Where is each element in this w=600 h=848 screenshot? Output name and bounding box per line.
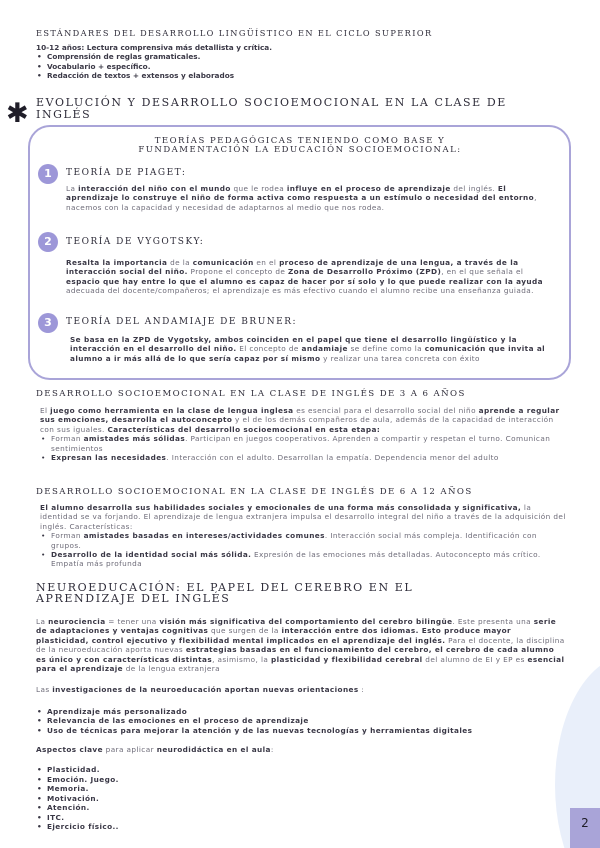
s36-run: Forman (51, 434, 84, 444)
socioemotional-3-6-title: DESARROLLO SOCIOEMOCIONAL EN LA CLASE DE INGLÉS DE 3 A 6 AÑOS (36, 389, 466, 399)
neuro-run: : (358, 685, 365, 695)
neuro-run: interacción entre dos idiomas. Esto produce mayor plasticidad, control ejecutivo y flexibilidad mental implicados en el aprendizaje del inglés. (36, 626, 512, 645)
neuroeducation-paragraph (36, 617, 566, 673)
neuro-run: del alumno de EI y EP es (422, 654, 528, 664)
socioemotional-6-12-list (40, 531, 566, 569)
s36-run: Características del desarrollo socioemocional en esta etapa: (107, 424, 381, 434)
piaget-text-run: interacción del niño con el mundo (78, 184, 231, 193)
neuro-run: neurociencia (48, 617, 106, 626)
list-item: • Motivación. (36, 794, 566, 803)
s36-run: El (40, 406, 51, 415)
list-item: • Redacción de textos + extensos y elaborados (36, 71, 566, 80)
bruner-text-run: andamiaje (301, 344, 348, 354)
bruner-text-run: Se basa en la ZPD de Vygotsky, ambos coinciden en el papel que tiene el desarrollo lingüístico y la interacción en el desarrollo del niño. (70, 335, 517, 354)
list-item: • Ejercicio físico.. (36, 822, 566, 831)
vygotsky-text-run: comunicación (192, 258, 254, 267)
vygotsky-text-run: de la (167, 258, 193, 267)
number-badge-3: 3 (38, 313, 58, 333)
neuro-run: Para el docente, la disciplina de la neuroeducación aporta nuevas (36, 635, 565, 655)
bruner-text-run: se define como la (347, 344, 425, 354)
s36-run: Expresan las necesidades (51, 453, 167, 463)
vygotsky-text-run: Resalta la importancia (66, 258, 168, 267)
socioemotional-6-12-paragraph (40, 503, 566, 531)
neuro-run: que surgen de la (208, 626, 282, 636)
neuro-run: Aspectos clave (36, 745, 103, 755)
neuroeducation-title: NEUROEDUCACIÓN: EL PAPEL DEL CEREBRO EN EL APRENDIZAJE DEL INGLÉS (36, 581, 414, 605)
bruner-text-run: comunicación que invita al alumno a ir más allá de lo que sería capaz por sí mismo (70, 344, 546, 363)
piaget-text-run: que le rodea (230, 184, 287, 193)
vygotsky-text-run: proceso de aprendizaje de una lengua, a través de la interacción social del niño. (66, 258, 519, 277)
list-item: • ITC. (36, 813, 566, 822)
neuro-run: neurodidáctica en el aula (156, 745, 271, 755)
neuro-run: de la lengua extranjera (123, 664, 221, 674)
list-item: • Plasticidad. (36, 765, 566, 774)
socioemotional-3-6-list (40, 434, 566, 462)
page-number: 2 (570, 808, 600, 848)
piaget-text-run: La (66, 184, 79, 193)
s612-run: amistades basadas en intereses/actividades comunes (83, 531, 325, 541)
s36-run: . Interacción con el adulto. Desarrollan la empatía. Dependencia menor del adulto (166, 453, 499, 463)
list-item: • Emoción. Juego. (36, 775, 566, 784)
s36-run: amistades más sólidas (83, 434, 186, 444)
neuro-run: = tener una (105, 617, 160, 626)
neuro-run: plasticidad y flexibilidad cerebral (271, 654, 423, 664)
asterisk-icon: ✱ (6, 98, 29, 129)
s612-run: El alumno desarrolla sus habilidades sociales y emocionales de una forma más consolidada y significativa, (40, 503, 522, 512)
bruner-title: TEORÍA DEL ANDAMIAJE DE BRUNER: (66, 317, 298, 327)
piaget-text-run: influye en el proceso de aprendizaje (286, 184, 451, 193)
vygotsky-title: TEORÍA DE VYGOTSKY: (66, 237, 205, 247)
s36-run: . Participan en juegos cooperativos. Aprenden a compartir y respetan el turno. Comunican sentimientos (51, 434, 551, 453)
vygotsky-text-run: , en el que señala el (441, 267, 524, 277)
neuro-run: esencial para el aprendizaje (36, 654, 565, 674)
s612-run: Expresión de las emociones más detalladas. Autoconcepto más crítico. Empatía más profunda (51, 550, 541, 569)
key-aspects-intro (36, 745, 566, 754)
list-item: • Aprendizaje más personalizado (36, 707, 566, 716)
bruner-text-run: El concepto de (236, 344, 302, 354)
list-item (40, 453, 566, 462)
s36-run: y el de los demás compañeros de aula, además de la capacidad de interacción con sus iguales. (40, 415, 554, 434)
neuro-run: : (270, 745, 274, 755)
vygotsky-text (66, 258, 554, 296)
neuro-run: La (36, 617, 49, 626)
piaget-text-run: del inglés. (450, 184, 498, 193)
number-badge-1: 1 (38, 164, 58, 184)
bruner-text (70, 335, 554, 363)
neuro-run: estrategias basadas en el funcionamiento del cerebro, el cerebro de cada alumno es único y con características distintas (36, 645, 555, 664)
piaget-text-run: , nacemos con la capacidad y necesidad de adaptarnos al medio que nos rodea. (66, 193, 537, 212)
neuroeducation-orientations-list (36, 707, 566, 735)
s36-run: juego como herramienta en la clase de lengua inglesa (50, 406, 294, 415)
vygotsky-text-run: espacio que hay entre lo que el alumno es capaz de hacer por sí solo y lo que puede realizar con la ayuda (66, 276, 543, 286)
list-item: • Atención. (36, 803, 566, 812)
piaget-title: TEORÍA DE PIAGET: (66, 168, 187, 178)
vygotsky-text-run: Zona de Desarrollo Próximo (ZPD) (287, 267, 442, 277)
number-badge-2: 2 (38, 232, 58, 252)
neuro-run: visión más significativa del comportamiento del cerebro bilingüe (159, 617, 453, 626)
piaget-text-run: El aprendizaje lo construye el niño de forma activa como respuesta a un estímulo o necesidad del entorno (66, 184, 535, 203)
linguistic-standards-list (36, 52, 566, 80)
list-item: • Memoria. (36, 784, 566, 793)
socioemotional-6-12-body (40, 503, 566, 569)
socioemotional-3-6-body (40, 406, 566, 462)
neuro-run: serie de adaptaciones y ventajas cognitivas (36, 617, 557, 636)
neuro-run: . Este presenta una (452, 617, 534, 626)
linguistic-standards-title: ESTÁNDARES DEL DESARROLLO LINGÜÍSTICO EN EL CICLO SUPERIOR (36, 28, 433, 38)
s612-run: . Interacción social más compleja. Identificación con grupos. (51, 531, 537, 550)
list-item: • Uso de técnicas para mejorar la atención y de las nuevas tecnologías y herramientas digitales (36, 726, 566, 735)
linguistic-standards-subtitle: 10-12 años: Lectura comprensiva más detallista y crítica. (36, 43, 272, 52)
s612-run: Desarrollo de la identidad social más sólida. (51, 550, 252, 560)
vygotsky-text-run: adecuada del docente/compañeros; el aprendizaje es más efectivo cuando el alumno recibe una enseñanza guiada. (66, 286, 534, 296)
s36-run: es esencial para el desarrollo social del niño (293, 406, 479, 415)
s36-run: aprende a regular sus emociones, desarrolla el autoconcepto (40, 406, 560, 425)
s612-run: Forman (51, 531, 84, 541)
key-aspects-list (36, 765, 566, 831)
list-item (40, 531, 566, 550)
vygotsky-text-run: en el (253, 258, 280, 267)
theories-title: TEORÍAS PEDAGÓGICAS TENIENDO COMO BASE Y FUNDAMENTACIÓN LA EDUCACIÓN SOCIOEMOCIONAL: (138, 136, 462, 155)
neuroeducation-research-intro (36, 685, 566, 694)
neuroeducation-body (36, 617, 566, 831)
neuro-run: , asimismo, la (212, 654, 271, 664)
piaget-text (66, 184, 554, 212)
s612-run: la identidad se va forjando. El aprendizaje de lengua extranjera impulsa el desarrollo integral del niño a través de la adquisición del inglés. Características: (40, 503, 566, 531)
list-item: • Relevancia de las emociones en el proceso de aprendizaje (36, 716, 566, 725)
neuro-run: Las (36, 685, 53, 695)
list-item (40, 550, 566, 569)
vygotsky-text-run: Propone el concepto de (187, 267, 288, 277)
bruner-text-run: y realizar una tarea concreta con éxito (320, 353, 480, 363)
list-item: • Vocabulario + específico. (36, 62, 566, 71)
socioemotional-6-12-title: DESARROLLO SOCIOEMOCIONAL EN LA CLASE DE INGLÉS DE 6 A 12 AÑOS (36, 487, 473, 497)
neuro-run: para aplicar (102, 745, 157, 755)
neuro-run: investigaciones de la neuroeducación aportan nuevas orientaciones (52, 685, 359, 695)
socioemotional-3-6-paragraph (40, 406, 566, 434)
list-item: • Comprensión de reglas gramaticales. (36, 52, 566, 61)
list-item (40, 434, 566, 453)
evolution-title: EVOLUCIÓN Y DESARROLLO SOCIOEMOCIONAL EN LA CLASE DE INGLÉS (36, 96, 507, 121)
linguistic-standards-section (36, 28, 566, 81)
